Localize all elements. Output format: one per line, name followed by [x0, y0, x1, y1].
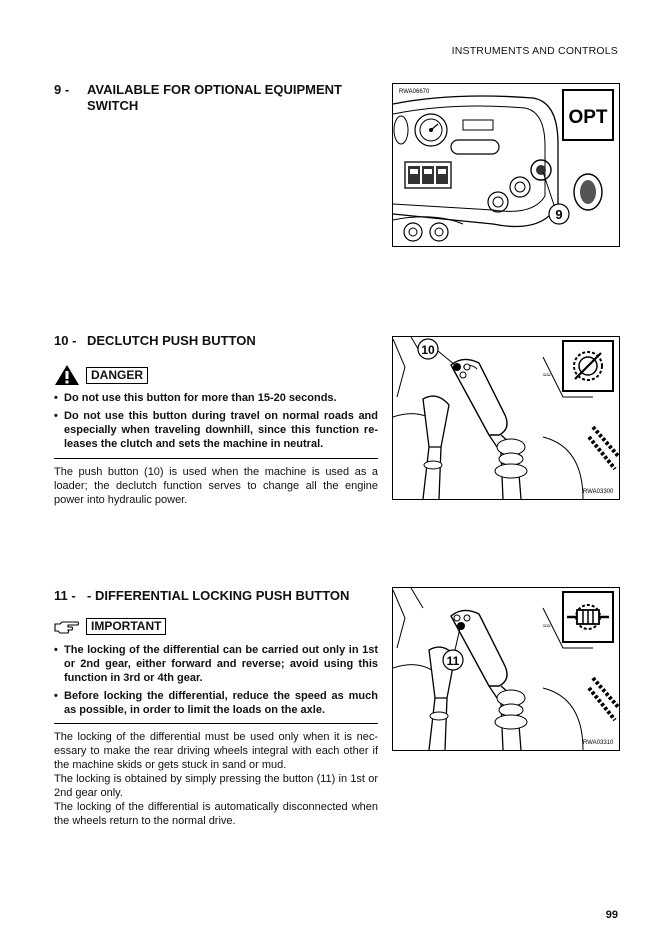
section-11-bullets	[54, 643, 378, 721]
section-11-title	[54, 588, 349, 604]
section-10-title	[54, 333, 256, 349]
figure-9-callout: 9	[555, 207, 563, 222]
section-11-paragraphs: The locking of the differential must be used only when it is nec-essary to make the rear driving wheels integral with each other if the machine skids or gets stuck in sand or mud. The locking is obtained by simply pressing the button (11) in 1st or 2nd gear only. The locking of the differential is automatically disconnected when the wheels return to the normal drive.	[54, 731, 378, 827]
divider	[54, 723, 378, 724]
section-9-title-line1: AVAILABLE FOR OPTIONAL EQUIPMENT	[87, 82, 342, 97]
section-10-number: 10 -	[54, 333, 77, 348]
figure-10-callout: 10	[421, 343, 435, 357]
section-9-title-line2: SWITCH	[87, 98, 139, 113]
warning-triangle-icon	[54, 364, 80, 386]
danger-badge: DANGER	[86, 367, 148, 384]
pointing-hand-icon	[54, 620, 80, 634]
important-badge: IMPORTANT	[86, 618, 166, 635]
page-number: 99	[605, 909, 618, 921]
section-10-bullets	[54, 391, 378, 455]
list-item: • The locking of the differential can be carried out only in 1st or 2nd gear, either forward and reverse; avoid using this function in 3rd or 4th gear.	[54, 644, 378, 684]
section-11-title-text: - DIFFERENTIAL LOCKING PUSH BUTTON	[87, 588, 350, 603]
list-item: • Do not use this button during travel on normal roads and especially when traveling downhill, since this function re-leases the clutch and sets the machine in neutral.	[54, 410, 378, 450]
divider	[54, 458, 378, 459]
figure-9-code: RWA06670	[399, 89, 430, 95]
svg-text:≈≈: ≈≈	[543, 372, 551, 379]
figure-10-code: RWA03300	[583, 489, 614, 495]
section-11-number: 11 -	[54, 588, 76, 603]
figure-declutch-lever	[392, 336, 620, 500]
danger-notice	[54, 364, 148, 386]
section-9-title	[54, 82, 342, 114]
opt-symbol-text: OPT	[568, 107, 608, 128]
figure-dashboard-switch	[392, 83, 620, 247]
figure-differential-lever	[392, 587, 620, 751]
figure-11-code: RWA03310	[583, 740, 614, 746]
running-head: INSTRUMENTS AND CONTROLS	[451, 45, 618, 57]
figure-11-callout: 11	[446, 654, 460, 668]
important-notice	[54, 618, 166, 635]
list-item: • Do not use this button for more than 15-20 seconds.	[54, 392, 337, 404]
section-9-number: 9 -	[54, 82, 70, 97]
svg-text:≈≈: ≈≈	[543, 623, 551, 630]
list-item: • Before locking the differential, reduce the speed as much as possible, in order to limit the loads on the axle.	[54, 690, 378, 716]
section-10-title-text: DECLUTCH PUSH BUTTON	[87, 333, 256, 348]
section-10-paragraph: The push button (10) is used when the machine is used as a loader; the declutch function serves to change all the engine power into hydraulic power.	[54, 466, 378, 506]
